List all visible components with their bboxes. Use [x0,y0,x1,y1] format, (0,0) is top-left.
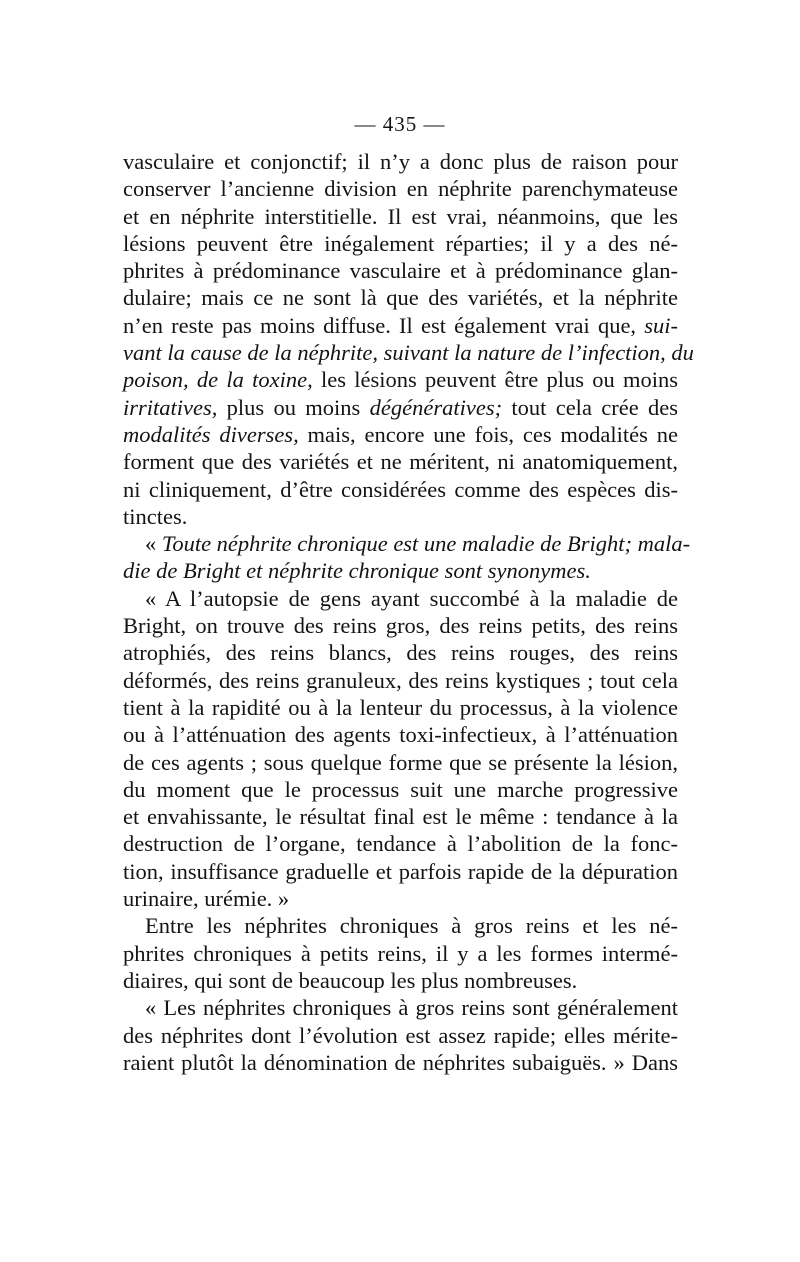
text-segment: dulaire; mais ce ne sont là que des variétés, et la néphrite [123,285,678,311]
text-segment: « A l’autopsie de gens ayant succombé à la maladie de [145,585,678,611]
text-segment: diaires, qui sont de beaucoup les plus nombreuses. [123,967,578,993]
text-line [123,312,678,339]
text-line [123,940,678,967]
text-segment: tient à la rapidité ou à la lenteur du processus, à la violence [123,694,678,720]
text-segment: conserver l’ancienne division en néphrite parenchymateuse [123,176,678,202]
text-segment: Entre les néphrites chroniques à gros reins et les né- [145,913,678,939]
text-segment: plus ou moins [217,394,370,420]
text-line [123,749,678,776]
text-segment: tout cela crée des [502,394,678,420]
text-line [123,694,678,721]
text-line [123,203,678,230]
text-segment: tion, insuffisance graduelle et parfois rapide de la dépuration [123,858,678,884]
text-line [123,530,691,557]
text-line [123,1022,678,1049]
text-segment: et en néphrite interstitielle. Il est vrai, néanmoins, que les [123,203,678,229]
text-segment: mais, encore une fois, ces modalités ne [298,421,678,447]
text-line [123,830,678,857]
page-number: — 435 — [354,112,446,136]
text-line [123,421,678,448]
text-line [123,585,678,612]
body-text [123,148,694,1076]
text-line [123,912,678,939]
text-segment: « [145,531,162,557]
text-line [123,394,678,421]
text-line [123,612,678,639]
text-segment: de ces agents ; sous quelque forme que se présente la lésion, [123,749,678,775]
text-line [123,639,678,666]
text-line [123,366,678,393]
italic-text: dégénératives; [369,394,503,420]
text-segment: tinctes. [123,503,188,529]
text-segment: phrites à prédominance vasculaire et à prédominance glan- [123,258,678,284]
text-line [123,721,678,748]
text-segment: « Les néphrites chroniques à gros reins sont généralement [145,995,678,1021]
text-segment: atrophiés, des reins blancs, des reins rouges, des reins [123,640,678,666]
text-line [123,1049,678,1076]
italic-text: modalités diverses, [123,421,299,447]
text-line [123,148,678,175]
text-line [123,967,678,994]
text-segment: du moment que le processus suit une marche progressive [123,776,678,802]
text-segment: déformés, des reins granuleux, des reins kystiques ; tout cela [123,667,678,693]
text-line [123,557,678,584]
text-segment: Bright, on trouve des reins gros, des reins petits, des reins [123,613,678,639]
italic-text: sui- [644,312,678,338]
text-segment: n’en reste pas moins diffuse. Il est également vrai que, [123,312,645,338]
text-segment: urinaire, urémie. » [123,886,290,912]
text-segment: raient plutôt la dénomination de néphrites subaiguës. » Dans [123,1049,678,1075]
text-line [123,339,694,366]
italic-text: vant la cause de la néphrite, suivant la nature de l’infection, du [123,340,694,366]
text-segment: ni cliniquement, d’être considérées comme des espèces dis- [123,476,678,502]
text-line [123,476,678,503]
text-line [123,776,678,803]
text-line [123,885,678,912]
text-segment: des néphrites dont l’évolution est assez rapide; elles mérite- [123,1022,678,1048]
text-line [123,230,678,257]
italic-text: die de Bright et néphrite chronique sont synonymes. [123,558,591,584]
italic-text: Toute néphrite chronique est une maladie de Bright; mala- [161,531,691,557]
text-segment: phrites chroniques à petits reins, il y a les formes intermé- [123,940,678,966]
text-segment: les lésions peuvent être plus ou moins [312,367,678,393]
text-segment: forment que des variétés et ne méritent, ni anatomiquement, [123,449,678,475]
text-line [123,257,678,284]
text-segment: et envahissante, le résultat final est le même : tendance à la [123,804,678,830]
text-line [123,284,678,311]
text-line [123,448,678,475]
text-segment: lésions peuvent être inégalement réparties; il y a des né- [123,230,678,256]
text-line [123,858,678,885]
italic-text: irritatives, [123,394,218,420]
text-segment: vasculaire et conjonctif; il n’y a donc plus de raison pour [123,149,678,174]
text-line [123,503,678,530]
text-line [123,175,678,202]
text-segment: ou à l’atténuation des agents toxi-infectieux, à l’atténuation [123,722,678,748]
text-line [123,803,678,830]
italic-text: poison, de la toxine, [123,367,313,393]
text-line [123,667,678,694]
text-segment: destruction de l’organe, tendance à l’abolition de la fonc- [123,831,678,857]
text-line [123,994,678,1021]
